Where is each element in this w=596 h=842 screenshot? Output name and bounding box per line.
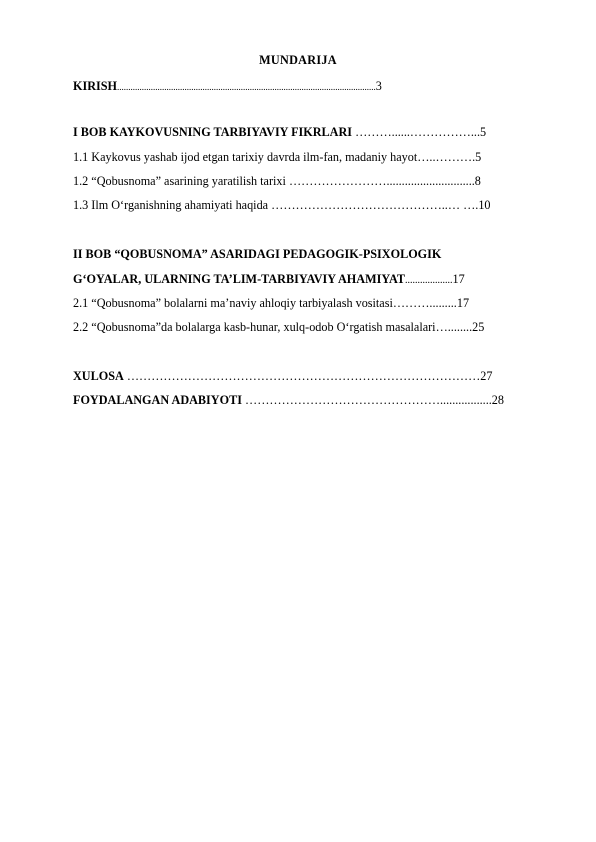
toc-entry-text: 1.2 “Qobusnoma” asarining yaratilish tarixi (73, 174, 286, 188)
toc-page-number: 8 (474, 174, 481, 188)
toc-leader-dots: …........ (435, 320, 473, 334)
toc-entry-text: G‘OYALAR, ULARNING TA’LIM-TARBIYAVIY AHAMIYAT (73, 272, 406, 286)
toc-entry-chapter-2-line-2 (73, 272, 465, 288)
toc-entry-text: I BOB KAYKOVUSNING TARBIYAVIY FIKRLARI (73, 125, 353, 139)
toc-entry-1-3 (73, 198, 491, 213)
toc-page-number: 28 (491, 393, 504, 407)
toc-entry-text: 2.2 “Qobusnoma”da bolalarga kasb-hunar, xulq-odob O‘rgatish masalalari (73, 320, 436, 334)
toc-leader-dots: ……………………............................. (285, 174, 475, 188)
toc-page-number: 3 (375, 79, 382, 93)
toc-entry-2-1 (73, 296, 469, 311)
toc-entry-chapter-2-line-1 (73, 247, 441, 262)
toc-leader-dots: …………………………………………………………………………… (123, 369, 481, 383)
toc-entry-text: FOYDALANGAN ADABIYOTI (73, 393, 242, 407)
toc-entry-text: 1.1 Kaykovus yashab ijod etgan tarixiy davrda ilm-fan, madaniy hayot (73, 150, 418, 164)
toc-entry-2-2 (73, 320, 484, 335)
toc-entry-kirish (73, 79, 382, 95)
toc-entry-chapter-1 (73, 125, 486, 140)
toc-page-number: 25 (472, 320, 485, 334)
toc-entry-text: KIRISH (73, 79, 118, 93)
toc-entry-text: 1.3 Ilm O‘rganishning ahamiyati haqida (73, 198, 269, 212)
toc-page-number: 5 (480, 125, 487, 139)
toc-leader-dots: ………......... (392, 296, 457, 310)
toc-page-number: 17 (452, 272, 465, 286)
toc-entry-adabiyoti (73, 393, 504, 408)
toc-entry-text: 2.1 “Qobusnoma” bolalarni ma’naviy ahloqiy tarbiyalash vositasi (73, 296, 393, 310)
toc-leader-dots: ................................................................................................................... (117, 82, 376, 92)
toc-leader-dots: …..………. (417, 150, 476, 164)
toc-entry-1-1 (73, 150, 481, 165)
toc-page-number: 5 (475, 150, 482, 164)
toc-leader-dots: ................... (405, 275, 453, 286)
toc-title: MUNDARIJA (259, 53, 337, 67)
toc-page-number: 10 (478, 198, 491, 212)
toc-leader-dots: ………......……………... (352, 125, 480, 139)
toc-entry-text: II BOB “QOBUSNOMA” ASARIDAGI PEDAGOGIK-PSIXOLOGIK (73, 247, 442, 261)
toc-leader-dots: …………………………………………................. (241, 393, 492, 407)
toc-entry-text: XULOSA (73, 369, 124, 383)
toc-entry-xulosa (73, 369, 492, 384)
toc-entry-1-2 (73, 174, 481, 189)
toc-leader-dots: ……………………………………..… …. (268, 198, 479, 212)
toc-page-number: 17 (456, 296, 470, 310)
toc-page-number: 27 (480, 369, 493, 383)
